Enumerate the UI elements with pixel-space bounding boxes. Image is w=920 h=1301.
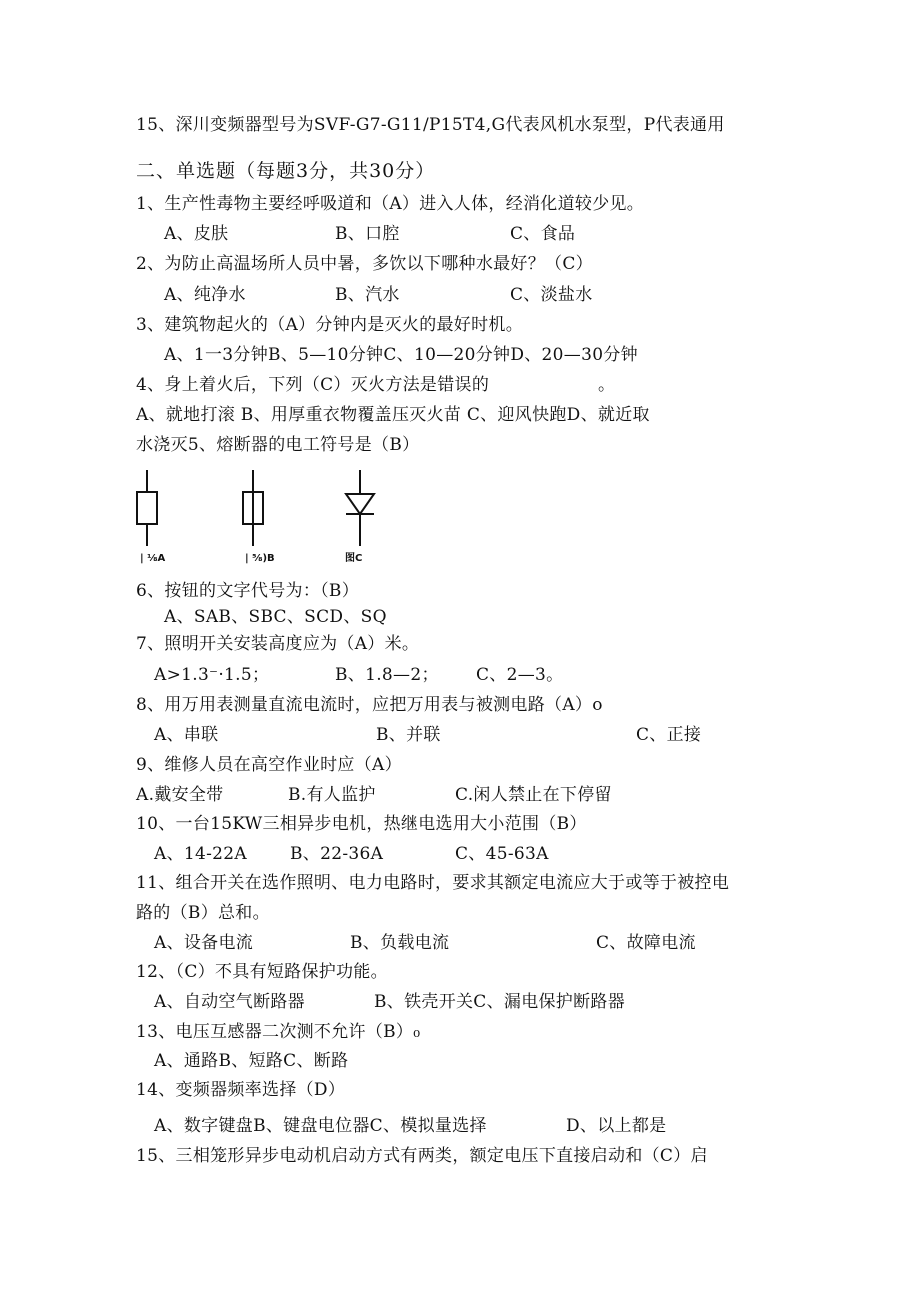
question-3-options: A、1一3分钟B、5—10分钟C、10—20分钟D、20—30分钟 <box>164 345 638 365</box>
question-2-option-b: B、汽水 <box>335 285 400 305</box>
question-4: 4、身上着火后，下列（C）灭火方法是错误的 <box>136 375 490 395</box>
question-4-end-mark: 。 <box>598 375 616 395</box>
figure-c-label: 图C <box>345 553 363 564</box>
diode-symbol-c <box>340 470 380 546</box>
question-8-option-b: B、并联 <box>376 725 441 745</box>
question-13: 13、电压互感器二次测不允许（B）₀ <box>136 1022 421 1042</box>
question-3: 3、建筑物起火的（A）分钟内是灭火的最好时机。 <box>136 315 523 335</box>
question-12-option-a: A、自动空气断路器 <box>154 992 305 1012</box>
question-11-option-c: C、故障电流 <box>596 933 696 953</box>
question-1-option-c: C、食品 <box>510 224 576 244</box>
question-9-option-c: C.闲人禁止在下停留 <box>455 785 612 805</box>
question-9: 9、维修人员在高空作业时应（A） <box>136 755 402 775</box>
question-1-option-a: A、皮肤 <box>164 224 229 244</box>
fuse-symbol-b <box>236 470 270 546</box>
question-11-option-b: B、负载电流 <box>350 933 450 953</box>
question-6: 6、按钮的文字代号为：（B） <box>136 581 360 601</box>
question-7-option-b: B、1.8—2； <box>335 665 439 685</box>
question-1-option-b: B、口腔 <box>335 224 400 244</box>
question-14-option-d: D、以上都是 <box>566 1116 667 1136</box>
section-title-single-choice: 二、单选题（每题3分，共30分） <box>136 160 436 182</box>
question-2-option-a: A、纯净水 <box>164 285 246 305</box>
question-12-option-bc: B、铁壳开关C、漏电保护断路器 <box>374 992 625 1012</box>
question-8: 8、用万用表测量直流电流时，应把万用表与被测电路（A）o <box>136 695 603 715</box>
question-11-line-2: 路的（B）总和。 <box>136 903 270 923</box>
question-10-option-a: A、14-22A <box>154 844 247 864</box>
question-9-option-b: B.有人监护 <box>288 785 376 805</box>
question-10-option-b: B、22-36A <box>290 844 384 864</box>
question-2-option-c: C、淡盐水 <box>510 285 593 305</box>
q-prev-15-line: 15、深川变频器型号为SVF-G7-G11/P15T4,G代表风机水泵型，P代表通用 <box>136 115 725 135</box>
question-13-options: A、通路B、短路C、断路 <box>154 1051 349 1071</box>
question-4-options-line-1: A、就地打滚 B、用厚重衣物覆盖压灭火苗 C、迎风快跑D、就近取 <box>136 405 650 425</box>
question-10-option-c: C、45-63A <box>455 844 549 864</box>
question-14: 14、变频器频率选择（D） <box>136 1080 346 1100</box>
question-7-option-a: A>1.3⁻·1.5； <box>154 665 270 685</box>
question-8-option-c: C、正接 <box>636 725 702 745</box>
question-7-option-c: C、2—3。 <box>476 665 564 685</box>
question-6-options: A、SAB、SBC、SCD、SQ <box>164 607 387 627</box>
question-14-options-abc: A、数字键盘B、键盘电位器C、模拟量选择 <box>154 1116 487 1136</box>
question-1: 1、生产性毒物主要经呼吸道和（A）进入人体，经消化道较少见。 <box>136 194 645 214</box>
figure-b-label: | ⅝)B <box>245 553 275 564</box>
question-12: 12、（C）不具有短路保护功能。 <box>136 962 388 982</box>
question-8-option-a: A、串联 <box>154 725 219 745</box>
fuse-symbol-a <box>130 470 164 546</box>
question-11-line-1: 11、组合开关在选作照明、电力电路时，要求其额定电流应大于或等于被控电 <box>136 873 730 893</box>
question-10: 10、一台15KW三相异步电机，热继电选用大小范围（B） <box>136 814 587 834</box>
question-4-options-line-2: 水浇灭5、熔断器的电工符号是（B） <box>136 435 420 455</box>
figure-a-label: | ⅛A <box>140 553 166 564</box>
question-2: 2、为防止高温场所人员中暑，多饮以下哪种水最好？（C） <box>136 254 593 274</box>
question-11-option-a: A、设备电流 <box>154 933 254 953</box>
question-15: 15、三相笼形异步电动机启动方式有两类，额定电压下直接启动和（C）启 <box>136 1146 708 1166</box>
question-7: 7、照明开关安装高度应为（A）米。 <box>136 634 420 654</box>
question-9-option-a: A.戴安全带 <box>136 785 224 805</box>
